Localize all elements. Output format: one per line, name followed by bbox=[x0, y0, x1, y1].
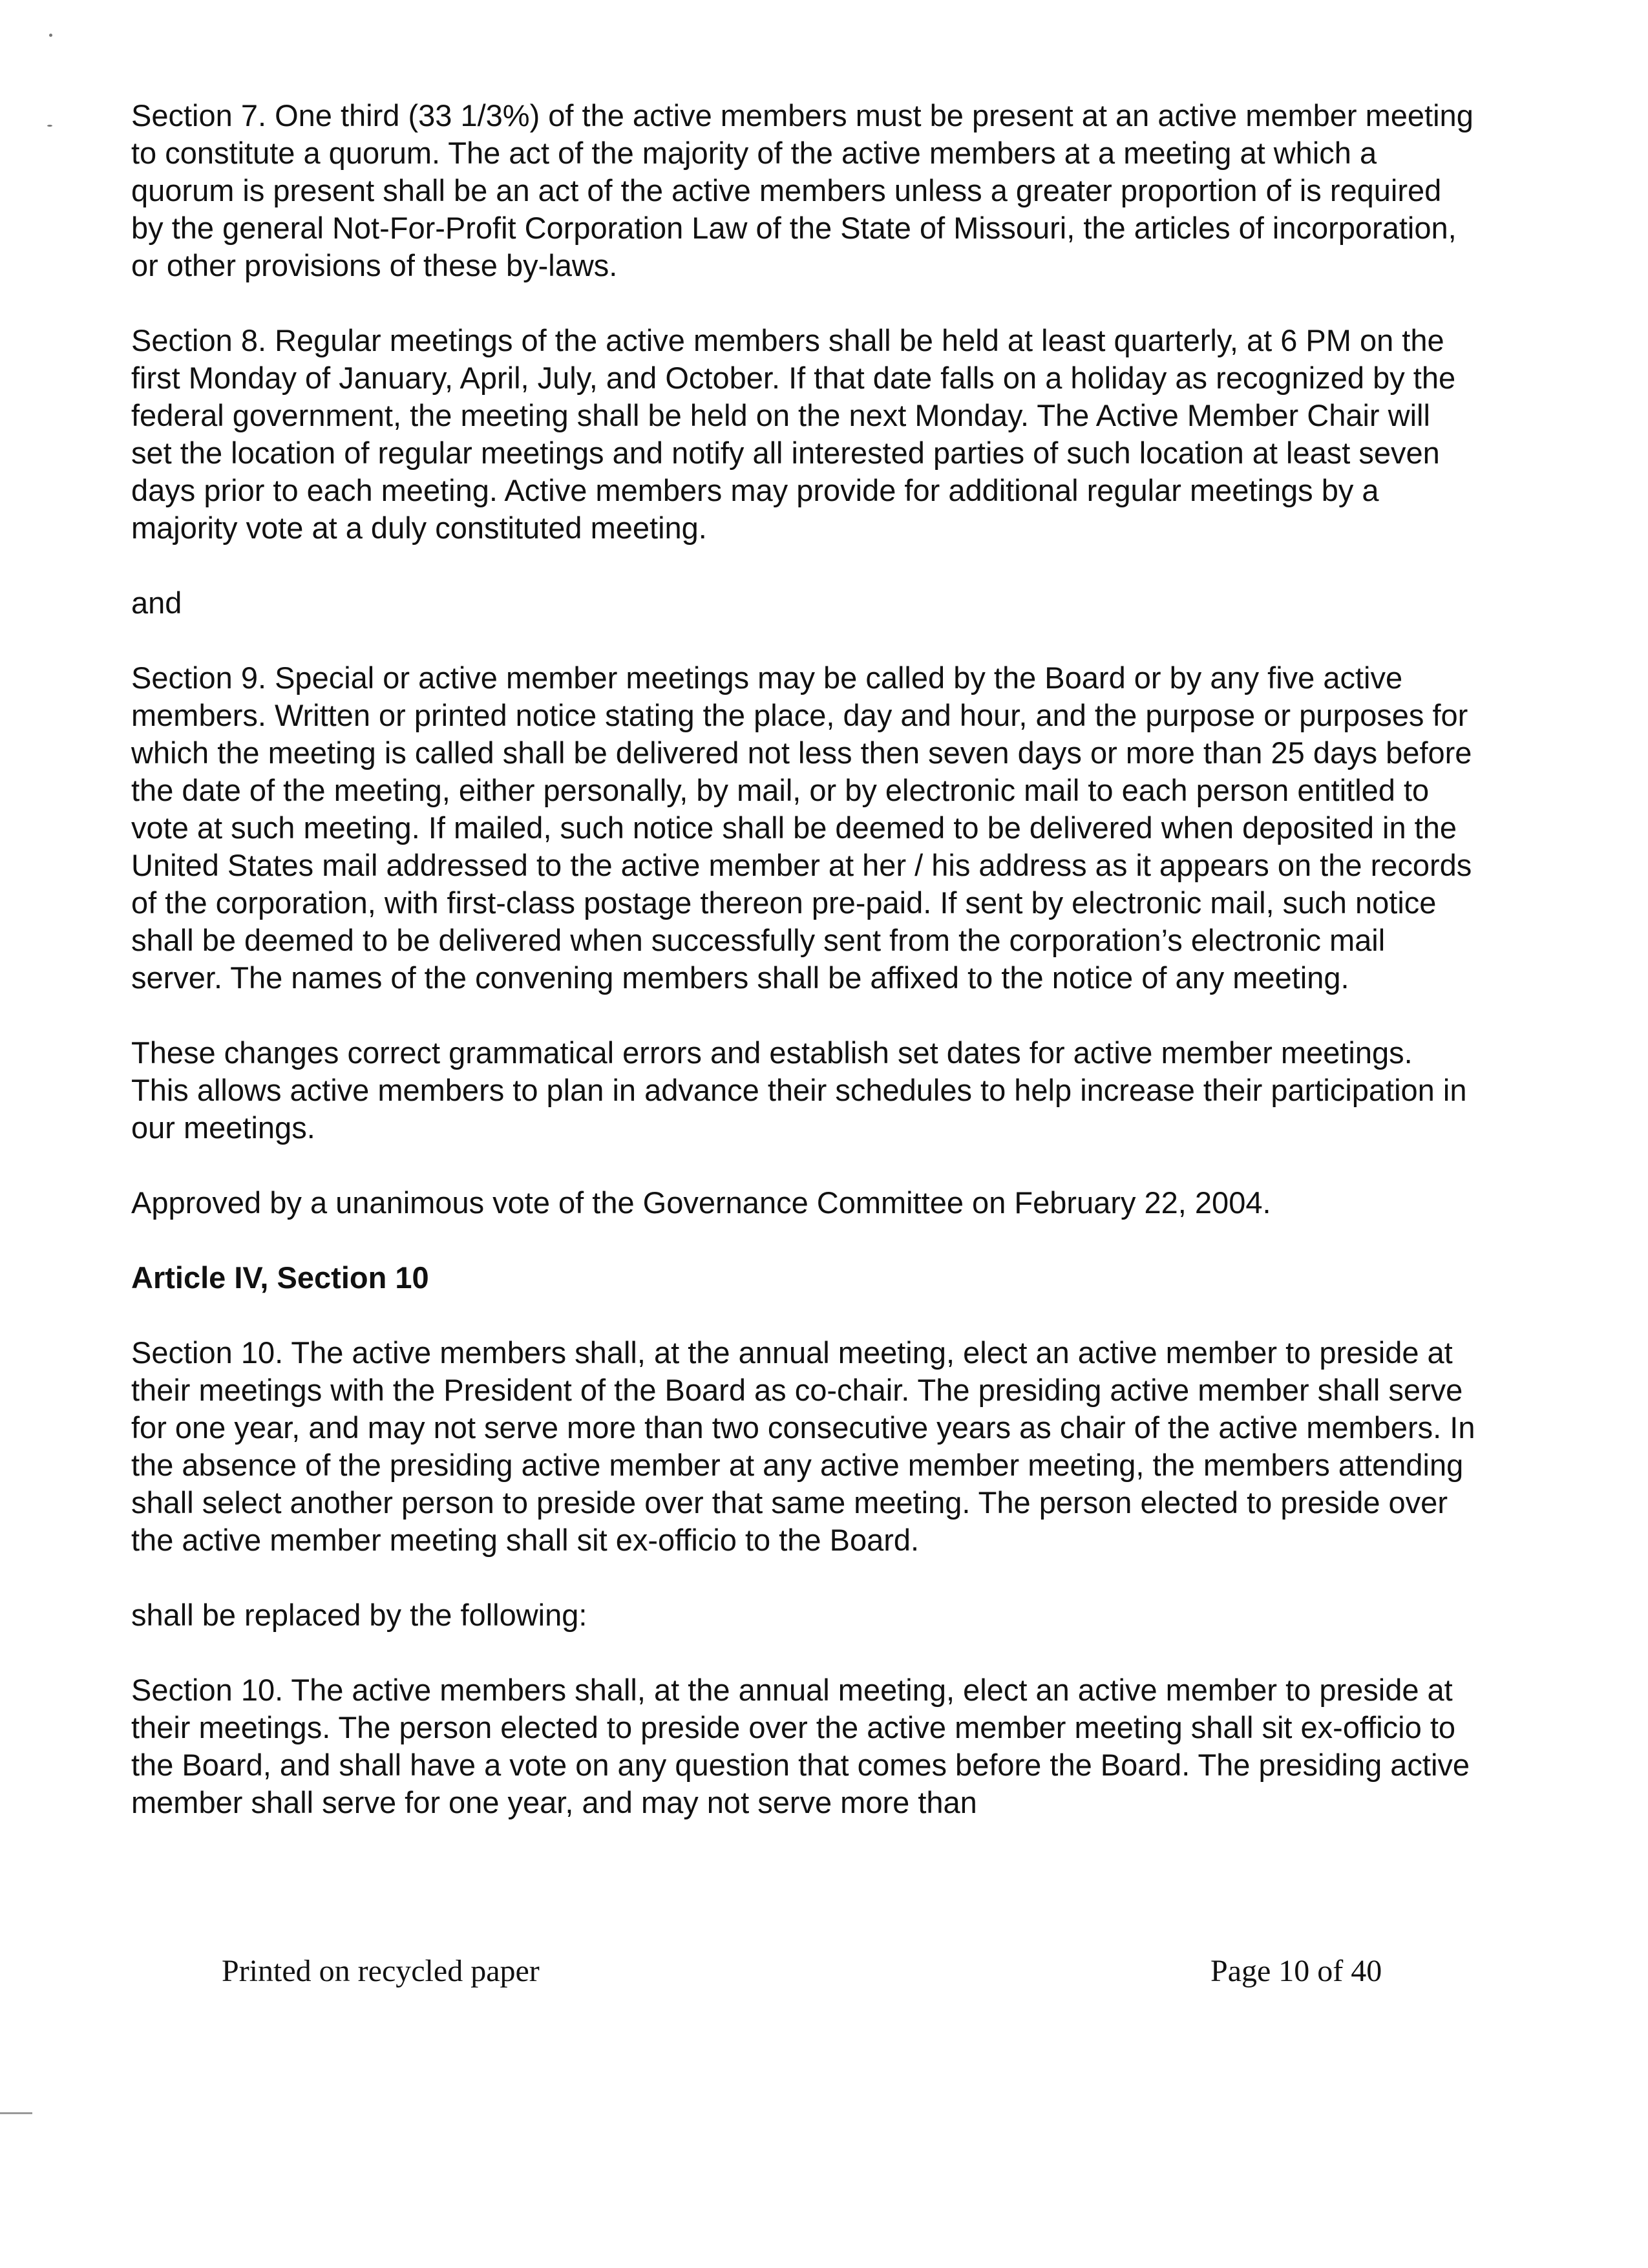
scan-edge-mark bbox=[0, 2112, 32, 2114]
paragraph-section-10-original: Section 10. The active members shall, at the annual meeting, elect an active member to preside at their meetings with the President of the Board as co-chair. The presiding active member shall serve for one year, and may not serve more than two consecutive years as chair of the active members. In the absence of the presiding active member at any active member meeting, the members attending shall select another person to preside over that same meeting. The person elected to preside over the active member meeting shall sit ex-officio to the Board. bbox=[131, 1335, 1475, 1557]
paragraph-section-9: Section 9. Special or active member meetings may be called by the Board or by any five active members. Written or printed notice stating the place, day and hour, and the purpose or purposes for which the meeting is called shall be delivered not less then seven days or more than 25 days before the date of the meeting, either personally, by mail, or by electronic mail to each person entitled to vote at such meeting. If mailed, such notice shall be deemed to be delivered when deposited in the United States mail addressed to the active member at her / his address as it appears on the records of the corporation, with first-class postage thereon pre-paid. If sent by electronic mail, such notice shall be deemed to be delivered when successfully sent from the corporation’s electronic mail server. The names of the convening members shall be affixed to the notice of any meeting. bbox=[131, 661, 1472, 995]
paragraph-and: and bbox=[131, 586, 182, 620]
scan-speck bbox=[47, 125, 52, 127]
paragraph-replacement-intro: shall be replaced by the following: bbox=[131, 1598, 587, 1632]
footer-printed-note: Printed on recycled paper bbox=[222, 1954, 540, 1988]
section-heading: Article IV, Section 10 bbox=[131, 1260, 429, 1295]
document-body bbox=[131, 97, 1475, 1859]
paragraph-approval: Approved by a unanimous vote of the Governance Committee on February 22, 2004. bbox=[131, 1185, 1271, 1220]
footer-page-number: Page 10 of 40 bbox=[1210, 1954, 1382, 1988]
paragraph-section-8: Section 8. Regular meetings of the active members shall be held at least quarterly, at 6 PM on the first Monday of January, April, July, and October. If that date falls on a holiday as recognized by the federal government, the meeting shall be held on the next Monday. The Active Member Chair will set the location of regular meetings and notify all interested parties of such location at least seven days prior to each meeting. Active members may provide for additional regular meetings by a majority vote at a duly constituted meeting. bbox=[131, 323, 1456, 545]
paragraph-section-7: Section 7. One third (33 1/3%) of the active members must be present at an active member meeting to constitute a quorum. The act of the majority of the active members at a meeting at which a quorum is present shall be an act of the active members unless a greater proportion of is required by the general Not-For-Profit Corporation Law of the State of Missouri, the articles of incorporation, or other provisions of these by-laws. bbox=[131, 98, 1474, 282]
paragraph-section-10-new: Section 10. The active members shall, at the annual meeting, elect an active member to preside at their meetings. The person elected to preside over the active member meeting shall sit ex-officio to the Board, and shall have a vote on any question that comes before the Board. The presiding active member shall serve for one year, and may not serve more than bbox=[131, 1673, 1470, 1819]
scan-speck bbox=[49, 34, 52, 37]
paragraph-rationale: These changes correct grammatical errors and establish set dates for active member meetings. This allows active members to plan in advance their schedules to help increase their participation in our meetings. bbox=[131, 1035, 1467, 1145]
